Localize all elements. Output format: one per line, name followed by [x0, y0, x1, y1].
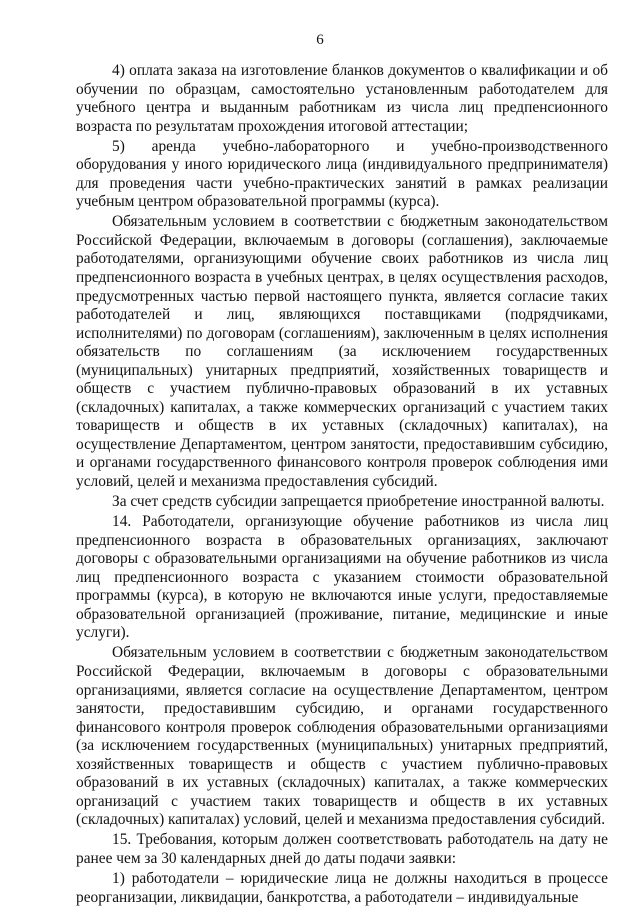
paragraph-mandatory-condition-training-centers: Обязательным условием в соответствии с бюджетным законодательством Российской Федерации, включаемым в договоры (соглашения), заключаемые работодателями, организующими обучение своих работников из числа лиц предпенсионного возраста в учебных центрах, в целях осуществления расходов, предусмотренных частью первой настоящего пункта, является согласие таких работодателей и лиц, являющихся поставщиками (подрядчиками, исполнителями) по договорам (соглашениям), заключенным в целях исполнения обязательств по соглашениям (за исключением государственных (муниципальных) унитарных предприятий, хозяйственных товариществ и обществ с участием публично-правовых образований в их уставных (складочных) капиталах, а также коммерческих организаций с участием таких товариществ и обществ в их уставных (складочных) капиталах), на осуществление Департаментом, центром занятости, предоставившим субсидию, и органами государственного финансового контроля проверок соблюдения ими условий, целей и механизма предоставления субсидий. — [76, 213, 608, 491]
paragraph-foreign-currency-ban: За счет средств субсидии запрещается приобретение иностранной валюты. — [112, 493, 605, 511]
paragraph-clause-14: 14. Работодатели, организующие обучение работников из числа лиц предпенсионного возраста в образовательных организациях, заключают договоры с образовательными организациями на обучение работников из числа лиц предпенсионного возраста с указанием стоимости образовательной программы (курса), в которую не включаются иные услуги, предоставляемые образовательной организацией (проживание, питание, медицинские и иные услуги). — [76, 513, 608, 642]
paragraph-item-4-order-payment: 4) оплата заказа на изготовление бланков документов о квалификации и об обучении по образцам, самостоятельно установленным работодателем для учебного центра и выданным работникам из числа лиц предпенсионного возраста по результатам прохождения итоговой аттестации; — [76, 62, 608, 135]
document-body — [76, 62, 608, 909]
paragraph-item-5-equipment-rental: 5) аренда учебно-лабораторного и учебно-производственного оборудования у иного юридического лица (индивидуального предпринимателя) для проведения части учебно-практических занятий в рамках реализации учебным центром образовательной программы (курса). — [76, 137, 608, 211]
paragraph-clause-15: 15. Требования, которым должен соответствовать работодатель на дату не ранее чем за 30 календарных дней до даты подачи заявки: — [76, 831, 608, 867]
paragraph-mandatory-condition-educational-organizations: Обязательным условием в соответствии с бюджетным законодательством Российской Федерации, включаемым в договоры с образовательными организациями, является согласие на осуществление Департаментом, центром занятости, предоставившим субсидию, и органами государственного финансового контроля проверок соблюдения образовательными организациями (за исключением государственных (муниципальных) унитарных предприятий, хозяйственных товариществ и обществ с участием публично-правовых образований в их уставных (складочных) капиталах, а также коммерческих организаций с участием таких товариществ и обществ в их уставных (складочных) капиталах) условий, целей и механизма предоставления субсидий. — [76, 644, 608, 829]
paragraph-clause-15-item-1: 1) работодатели – юридические лица не должны находиться в процессе реорганизации, ликвидации, банкротства, а работодатели – индивидуальные — [76, 870, 608, 906]
page-number: 6 — [316, 32, 324, 48]
